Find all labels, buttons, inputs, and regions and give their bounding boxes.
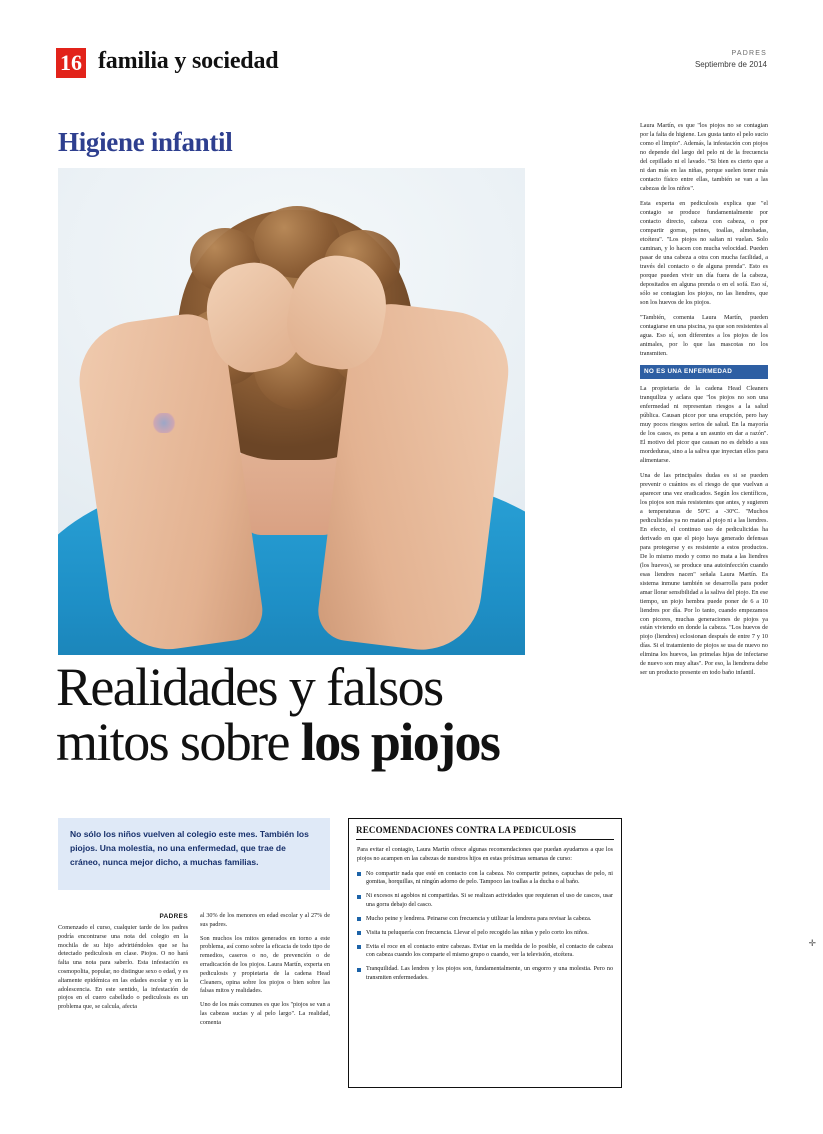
right-column-subhead: NO ES UNA ENFERMEDAD [640, 365, 768, 379]
right-column [640, 122, 768, 684]
body-paragraph: al 30% de los menores en edad escolar y al 27% de sus padres. [200, 912, 330, 928]
recommendations-title: RECOMENDACIONES CONTRA LA PEDICULOSIS [356, 825, 614, 840]
recommendation-item: Ni excesos ni agobios ni compartidas. Si se realizan actividades que requieran el uso de cascos, usar una gorra debajo del casco. [357, 892, 613, 910]
masthead-brand: PADRES [731, 50, 767, 57]
recommendations-intro: Para evitar el contagio, Laura Martín ofrece algunas recomendaciones que puedan ayudarnos a que los piojos no acampen en las cabezas de nuestros hijos en estas próximas semanas de curso: [357, 847, 613, 862]
headline-line-2 [56, 712, 536, 773]
article-byline: PADRES [159, 913, 188, 920]
recommendation-item: Evita el roce en el contacto entre cabezas. Evitar en la medida de lo posible, el contacto de cabeza con cabeza cuando los comparte el mismo grupo o cuando, ver la televisión, etcétera. [357, 943, 613, 961]
right-column-paragraph: Una de las principales dudas es si se pueden prevenir o cuántos es el riesgo de que vuelvan a aparecer una vez eradicados. Según los científicos, los piojos son más resistentes que antes, y sugieren a temperaturas de 50ºC a -30ºC. "Muchos pediculicidas ya no matan al piojo ni a las liendres. En efecto, el continuo uso de pediculicidas ha derivado en que el piojo haya generado defensas para protegerse y es resistente a estos productos. De lo mismo modo y como no mata a las liendres (los huevos), se produce una autoinfección cuando esas liendres nacen" señala Laura Martín. Es sistema inmune también se desarrolla para poder amar llorar sensibilidad a la saliva del piojo. En ese tiempo, un piojo hembra puede poner de 6 a 10 liendres por día. Por lo tanto, cuando empezamos con picores, muchas generaciones de piojos ya están viviendo en donde la cabeza. "Los huevos de piojo (liendres) eclosionan después de entre 7 y 10 días. Si el tratamiento de piojos se usa de nuevo no elimina los huevos, las primelas hijas de infectarse de nuevo son muy altas". Por eso, la liendrera debe ser un producto presente en todo baño infantil. [640, 471, 768, 677]
recommendation-item: Visita tu peluquería con frecuencia. Llevar el pelo recogido las niñas y pelo corto los niños. [357, 929, 613, 938]
masthead [695, 50, 767, 70]
right-column-paragraph: Laura Martín, es que "los piojos no se contagian por la falta de higiene. Les gusta tanto el pelo sucio como el limpio". Además, la infestación con piojos no depende del largo del pelo ni de la frecuencia del cepillado ni el lavado. "Si bien es cierto que a ni dan más en las niñas, porque suelen tener más contacto físico entre ellas, también se van a las cabezas de los niños". [640, 122, 768, 192]
body-paragraph: Son muchos los mitos generados en torno a este problema, así como sobre la eficacia de todo tipo de remedios, caseros o no, de prevención o de erradicación de los piojos. Laura Martín, experta en pediculosis y propietaria de la cadena Head Cleaners, opina sobre los piojos o bien sobre las falsas mitos y realidades. [200, 934, 330, 995]
headline-line-1: Realidades y falsos [56, 657, 443, 717]
article-kicker: Higiene infantil [58, 127, 233, 157]
right-column-paragraph: Esta experta en pediculosis explica que "el contagio se produce fundamentalmente por contacto directo, cabeza con cabeza, o por compartir gorras, peines, toallas, almohadas, etcétera". "Los piojos no saltan ni vuelan. Solo caminan, y lo hacen con mucha velocidad. Pueden pasar de una cabeza a otra con mucha facilidad, a través del contacto o de alguna prenda". Esto es porque pueden vivir un día fuera de la cabeza, depositados en alguna prenda o en el sofá. Eso sí, sólo se contagian los piojos, no las liendres, que son los huevos de los piojos. [640, 199, 768, 306]
photo-arm-tattoo [151, 413, 177, 433]
body-paragraph: Uno de los más comunes es que los "piojos se van a las cabezas sucias y al pelo largo". La realidad, comenta [200, 1001, 330, 1026]
headline-line-2-plain: mitos sobre [56, 712, 301, 773]
masthead-date: Septiembre de 2014 [694, 59, 767, 69]
recommendations-box [348, 818, 622, 1088]
body-column-1 [58, 912, 188, 1017]
right-column-paragraph: La propietaria de la cadena Head Cleaners tranquiliza y aclara que "los piojos no son una enfermedad ni representan riesgos a la salud pública. Causan picor por una erupción, pero hay muy pocos riesgos serios de salud. En la mayoría de los casos, es pena a un asunto en dar a razón". El motivo del picor que causan no es debido a sus mordeduras, sino a la saliva que inyectan ellos para alimentarse. [640, 384, 768, 464]
right-column-paragraph: "También, comenta Laura Martín, pueden contagiarse en una piscina, ya que son resistentes al agua. Eso sí, son diferentes a los piojos de los animales, por lo que las mascotas no los transmiten. [640, 313, 769, 357]
article-standfirst: No sólo los niños vuelven al colegio este mes. También los piojos. Una molestia, no una enfermedad, que trae de cráneo, nunca mejor dicho, a muchas familias. [58, 818, 330, 890]
registration-mark-icon: ✛ [808, 938, 816, 948]
article-photo [58, 168, 525, 655]
body-paragraph: Comenzado el curso, cualquier tarde de los padres podría encontrarse una nota del colegio en la mochila de su hijo advirtiéndoles que se ha detectado pediculosis en clase. Piojos. O no hará falta una nota para saberlo. Esta infestación es cosmopolita, popular, no distingue sexo o edad, y es altamente epidémica en las edades escolar y en la adolescencia. En este sentido, la infestación de piojos en el cuero cabelludo o pediculosis es un problema que, se calcula, afecta [58, 924, 188, 1011]
section-title: familia y sociedad [98, 48, 279, 74]
recommendation-item: Mucho peine y lendrera. Peinarse con frecuencia y utilizar la lendrera para revisar la cabeza. [357, 915, 613, 924]
page-number: 16 [56, 48, 86, 78]
body-column-2 [200, 912, 330, 1033]
recommendations-list [357, 870, 613, 983]
article-headline [56, 657, 536, 773]
recommendation-item: No compartir nada que esté en contacto con la cabeza. No compartir peines, capuchas de pelo, ni gomitas, horquillas, ni ningún adorno de pelo. Tampoco las toallas a la ducha o al baño. [357, 870, 613, 888]
recommendation-item: Tranquilidad. Las lendres y los piojos son, fundamentalmente, un engorro y una molestia. Pero no transmiten enfermedades. [357, 965, 613, 983]
headline-line-2-bold: los piojos [300, 712, 500, 773]
